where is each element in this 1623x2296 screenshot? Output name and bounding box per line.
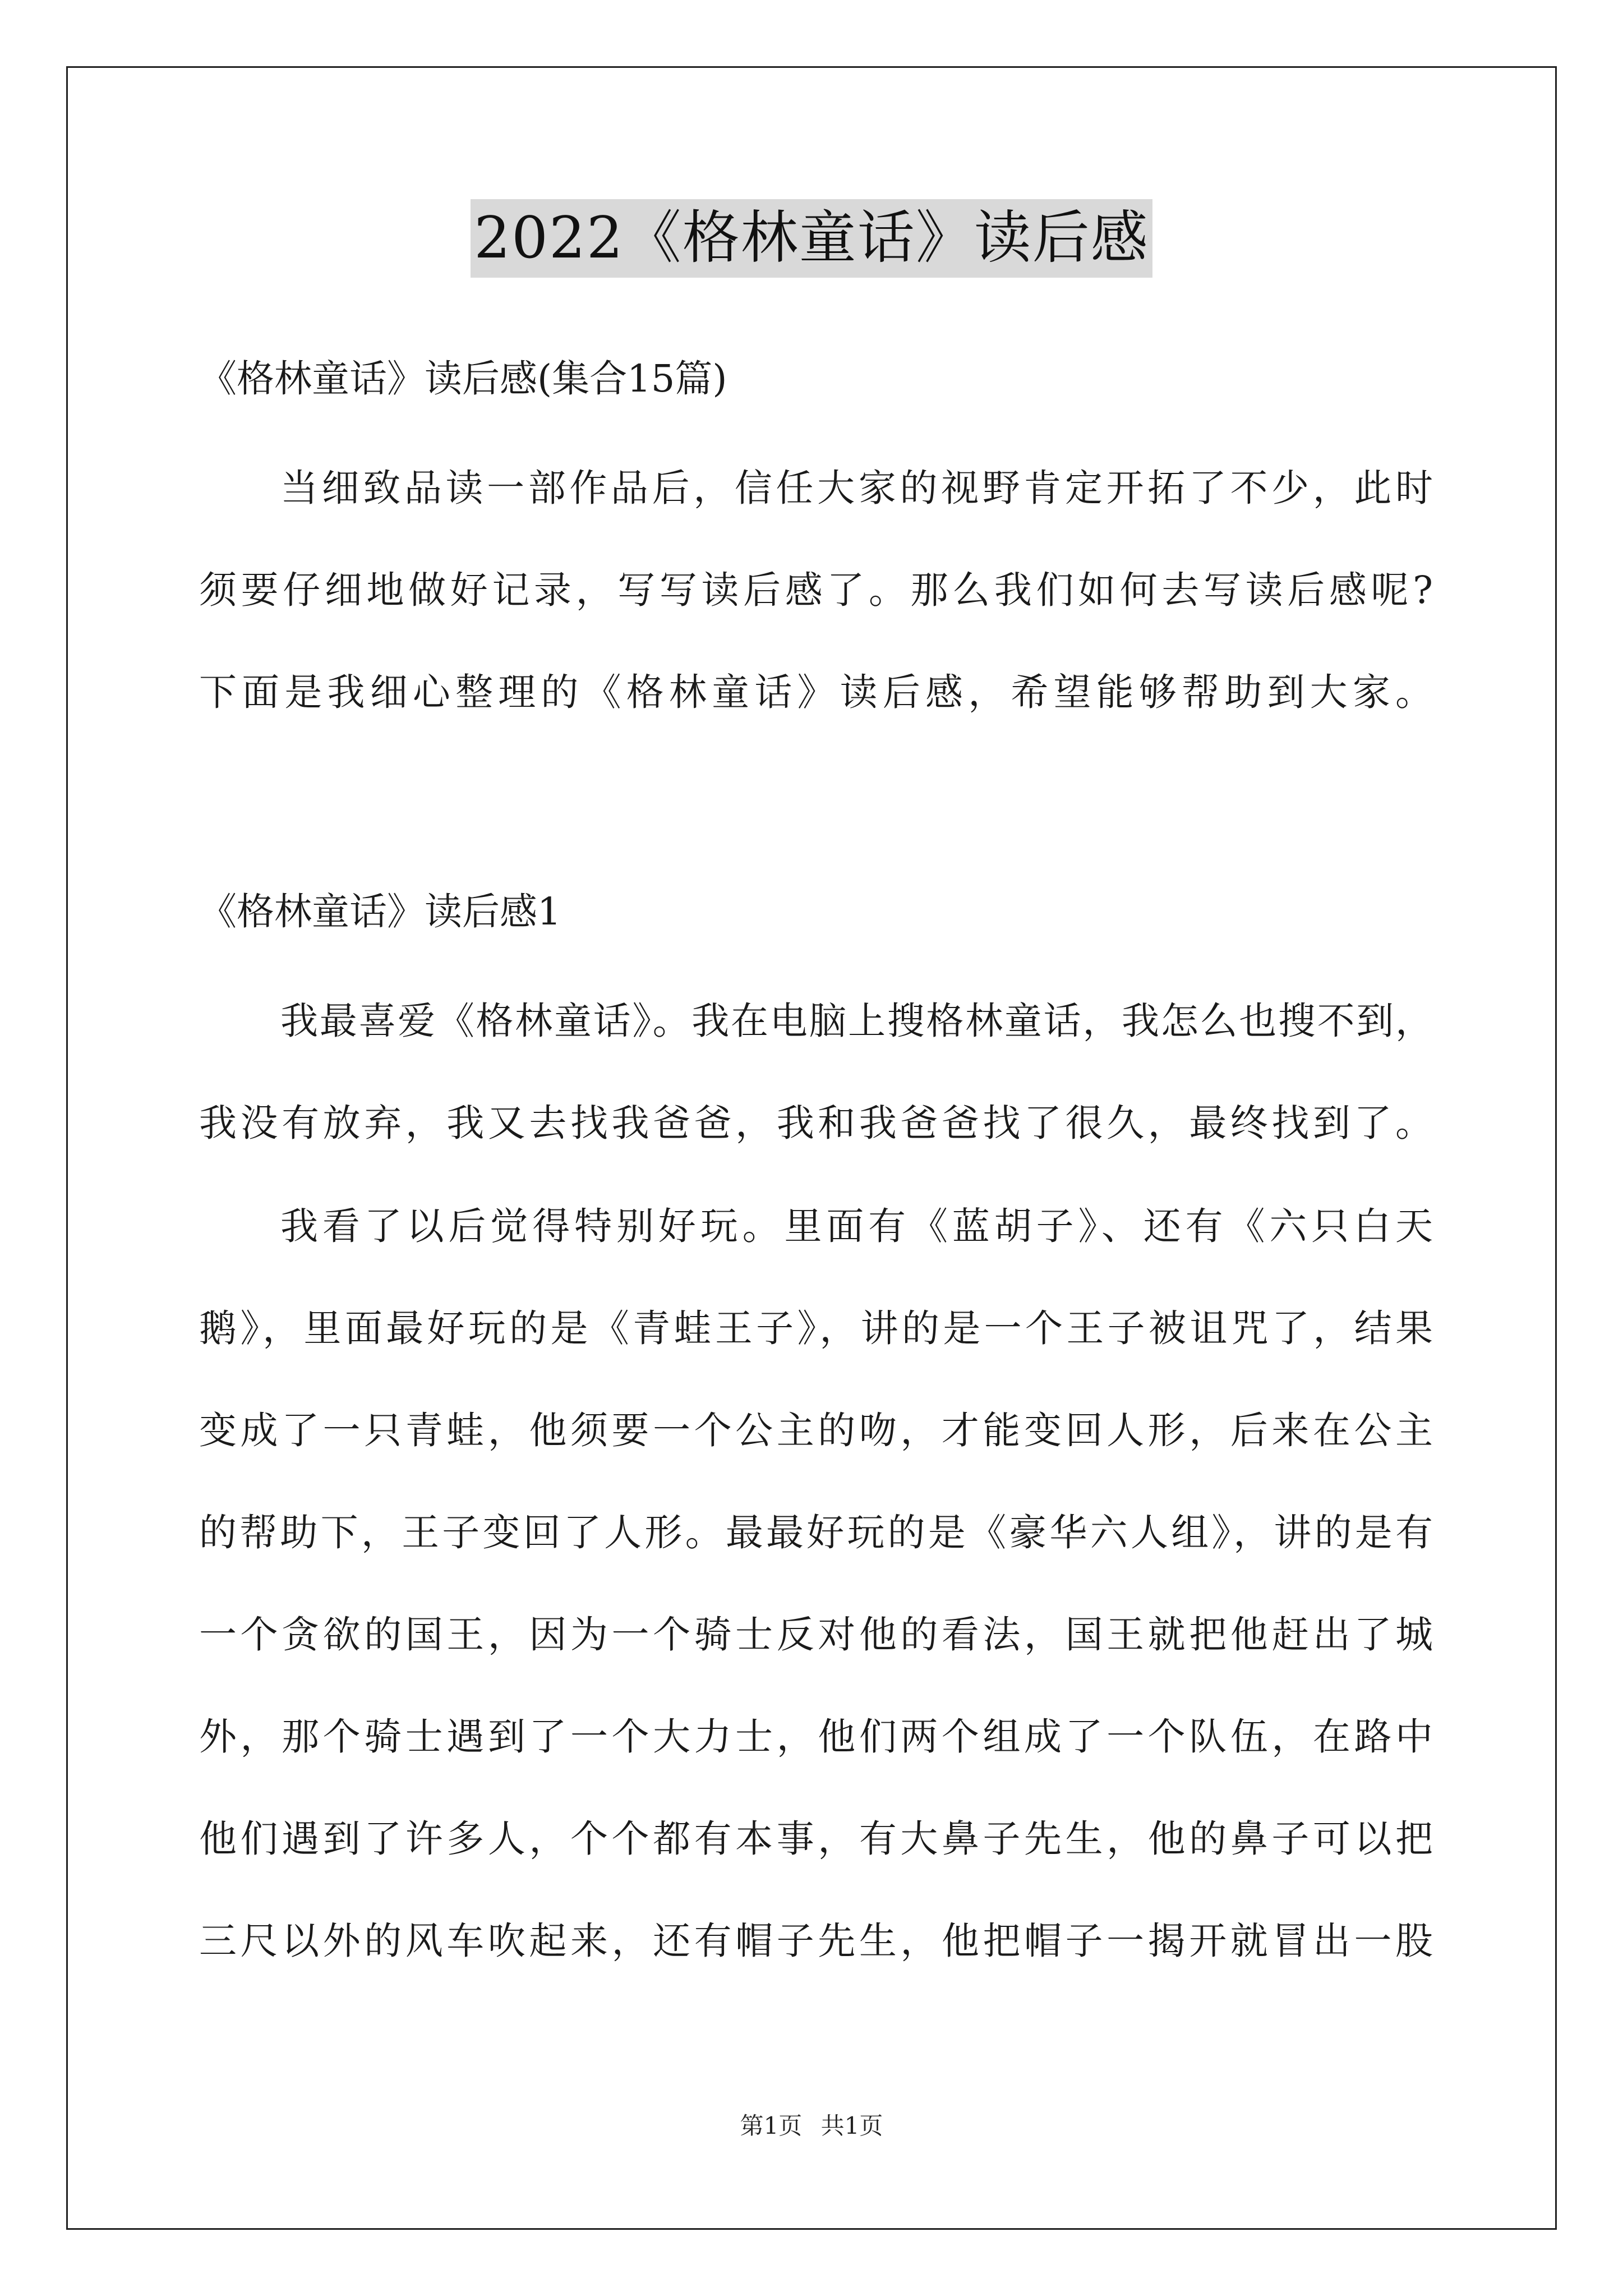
page-number-current: 第1页	[740, 2112, 803, 2139]
intro-line: 下面是我细心整理的《格林童话》读后感，希望能够帮助到大家。	[199, 670, 1433, 714]
section-heading: 《格林童话》读后感1	[199, 890, 561, 933]
subtitle: 《格林童话》读后感(集合15篇)	[199, 357, 727, 401]
paragraph-line: 变成了一只青蛙，他须要一个公主的吻，才能变回人形，后来在公主	[199, 1409, 1433, 1452]
paragraph-line: 我看了以后觉得特别好玩。里面有《蓝胡子》、还有《六只白天	[280, 1204, 1433, 1248]
paragraph-line: 我没有放弃，我又去找我爸爸，我和我爸爸找了很久，最终找到了。	[199, 1101, 1433, 1145]
paragraph-line: 他们遇到了许多人，个个都有本事，有大鼻子先生，他的鼻子可以把	[199, 1817, 1433, 1861]
page-footer	[0, 2109, 1623, 2143]
page-number-total: 共1页	[820, 2112, 883, 2139]
paragraph-line: 一个贪欲的国王，因为一个骑士反对他的看法，国王就把他赶出了城	[199, 1613, 1433, 1657]
title-wrap	[0, 199, 1623, 278]
paragraph-line: 我最喜爱《格林童话》。我在电脑上搜格林童话，我怎么也搜不到，	[280, 999, 1433, 1043]
page-title: 2022《格林童话》读后感	[471, 199, 1152, 278]
paragraph-line: 外，那个骑士遇到了一个大力士，他们两个组成了一个队伍，在路中	[199, 1715, 1433, 1759]
paragraph-line: 鹅》，里面最好玩的是《青蛙王子》，讲的是一个王子被诅咒了，结果	[199, 1306, 1433, 1350]
paragraph-line: 三尺以外的风车吹起来，还有帽子先生，他把帽子一揭开就冒出一股	[199, 1919, 1433, 1963]
intro-line: 须要仔细地做好记录，写写读后感了。那么我们如何去写读后感呢?	[199, 568, 1433, 612]
paragraph-line: 的帮助下，王子变回了人形。最最好玩的是《豪华六人组》，讲的是有	[199, 1511, 1433, 1554]
intro-line: 当细致品读一部作品后，信任大家的视野肯定开拓了不少，此时	[280, 466, 1433, 510]
